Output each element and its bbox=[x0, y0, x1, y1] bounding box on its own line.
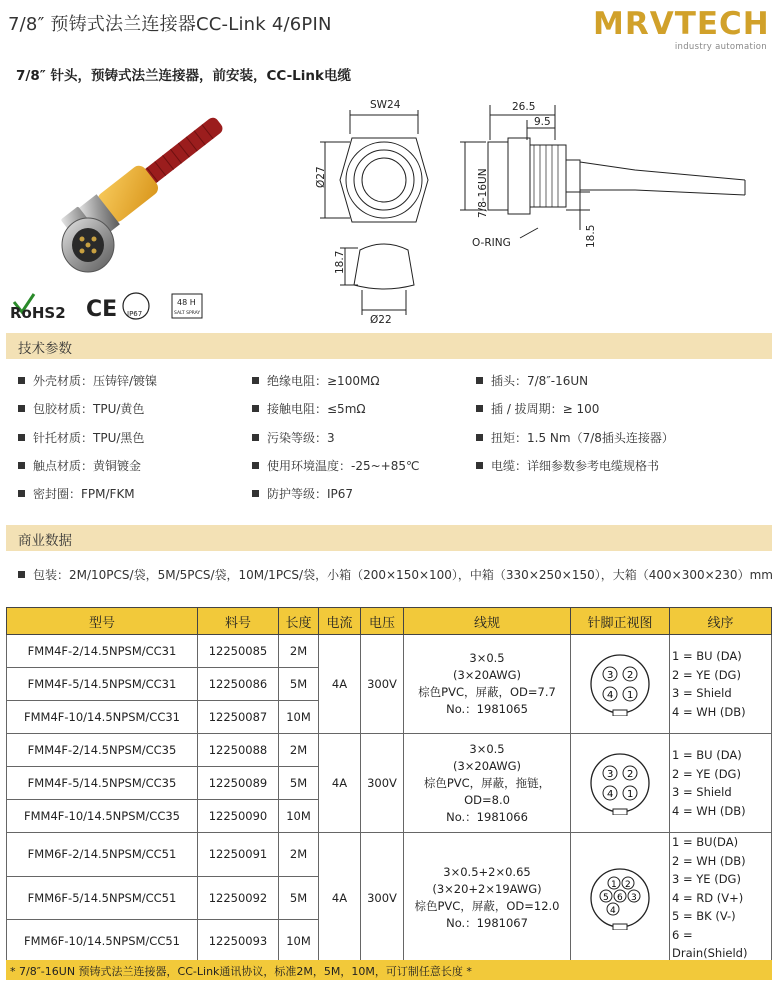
param-item: 使用环境温度：-25~+85℃ bbox=[252, 457, 419, 474]
dim-h185: 18.5 bbox=[585, 224, 597, 248]
col-header: 电压 bbox=[361, 608, 404, 635]
dim-d22: Ø22 bbox=[370, 314, 392, 325]
svg-text:3: 3 bbox=[607, 769, 614, 780]
cell-voltage: 300V bbox=[361, 734, 404, 833]
svg-text:3: 3 bbox=[631, 892, 637, 903]
technical-drawing bbox=[290, 90, 770, 325]
table-row bbox=[7, 833, 772, 877]
param-item: 触点材质：黄铜镀金 bbox=[18, 457, 141, 474]
cell-length: 10M bbox=[279, 800, 319, 833]
col-header: 电流 bbox=[319, 608, 361, 635]
table-row bbox=[7, 635, 772, 668]
svg-text:5: 5 bbox=[603, 892, 609, 903]
cell-part-no: 12250093 bbox=[198, 920, 279, 964]
cell-part-no: 12250092 bbox=[198, 876, 279, 920]
param-item: 外壳材质：压铸锌/镀镍 bbox=[18, 372, 157, 389]
svg-text:1: 1 bbox=[627, 789, 634, 800]
cell-length: 5M bbox=[279, 876, 319, 920]
page-title: 7/8″ 预铸式法兰连接器CC-Link 4/6PIN bbox=[8, 14, 332, 35]
cell-wire-gauge: 3×0.5 (3×20AWG) 棕色PVC，屏蔽，拖链， OD=8.0 No.：1981066 bbox=[404, 734, 571, 833]
cell-model: FMM4F-5/14.5NPSM/CC35 bbox=[7, 767, 198, 800]
param-item: 包胶材质：TPU/黄色 bbox=[18, 400, 144, 417]
param-item: 密封圈：FPM/FKM bbox=[18, 485, 135, 502]
param-item: 扭矩：1.5 Nm（7/8插头连接器） bbox=[476, 429, 674, 446]
cell-model: FMM4F-10/14.5NPSM/CC35 bbox=[7, 800, 198, 833]
svg-text:1: 1 bbox=[611, 879, 617, 890]
param-item: 防护等级：IP67 bbox=[252, 485, 353, 502]
brand-logo bbox=[593, 6, 773, 54]
svg-text:3: 3 bbox=[607, 670, 614, 681]
section-title: 商业数据 bbox=[18, 533, 72, 549]
cell-length: 2M bbox=[279, 635, 319, 668]
cell-model: FMM6F-5/14.5NPSM/CC51 bbox=[7, 876, 198, 920]
svg-text:4: 4 bbox=[607, 690, 614, 701]
svg-text:4: 4 bbox=[610, 905, 616, 916]
pin-view-6pin bbox=[571, 833, 670, 964]
cell-current: 4A bbox=[319, 635, 361, 734]
section-title: 技术参数 bbox=[18, 341, 72, 357]
cell-model: FMM6F-2/14.5NPSM/CC51 bbox=[7, 833, 198, 877]
param-item: 接触电阻：≤5mΩ bbox=[252, 400, 366, 417]
cell-length: 10M bbox=[279, 920, 319, 964]
certification-marks bbox=[8, 288, 238, 324]
salt-spray-icon bbox=[172, 294, 202, 318]
pin-layout-icon bbox=[588, 866, 652, 930]
param-item: 绝缘电阻：≥100MΩ bbox=[252, 372, 379, 389]
cell-part-no: 12250091 bbox=[198, 833, 279, 877]
param-item: 针托材质：TPU/黑色 bbox=[18, 429, 144, 446]
col-header: 型号 bbox=[7, 608, 198, 635]
cell-wire-order: 1 = BU (DA) 2 = YE (DG) 3 = Shield 4 = WH (DB) bbox=[670, 734, 772, 833]
cell-wire-gauge: 3×0.5+2×0.65 (3×20+2×19AWG) 棕色PVC，屏蔽，OD=12.0 No.：1981067 bbox=[404, 833, 571, 964]
cell-length: 5M bbox=[279, 668, 319, 701]
svg-text:SALT SPRAY: SALT SPRAY bbox=[174, 311, 201, 316]
param-item: 插 / 拔周期：≥ 100 bbox=[476, 400, 599, 417]
cell-length: 2M bbox=[279, 734, 319, 767]
cell-part-no: 12250088 bbox=[198, 734, 279, 767]
svg-text:48 H: 48 H bbox=[177, 298, 196, 307]
table-header-row bbox=[7, 608, 772, 635]
svg-text:4: 4 bbox=[607, 789, 614, 800]
cable-strain-relief bbox=[139, 115, 225, 188]
ip67-icon bbox=[123, 293, 149, 319]
cell-wire-order: 1 = BU (DA) 2 = YE (DG) 3 = Shield 4 = WH (DB) bbox=[670, 635, 772, 734]
dim-len265: 26.5 bbox=[512, 101, 536, 113]
pin-view-4pin bbox=[571, 635, 670, 734]
cell-wire-order: 1 = BU(DA) 2 = WH (DB) 3 = YE (DG) 4 = RD (V+) 5 = BK (V-) 6 = Drain(Shield) bbox=[670, 833, 772, 964]
svg-text:IP67: IP67 bbox=[127, 310, 143, 318]
svg-text:2: 2 bbox=[627, 769, 634, 780]
ce-icon: CE bbox=[86, 297, 118, 322]
col-header: 针脚正视图 bbox=[571, 608, 670, 635]
pin-view-4pin bbox=[571, 734, 670, 833]
cell-length: 10M bbox=[279, 701, 319, 734]
cell-model: FMM6F-10/14.5NPSM/CC51 bbox=[7, 920, 198, 964]
section-business-data bbox=[6, 525, 772, 551]
cell-model: FMM4F-10/14.5NPSM/CC31 bbox=[7, 701, 198, 734]
product-table bbox=[6, 607, 772, 964]
svg-text:2: 2 bbox=[627, 670, 634, 681]
cell-part-no: 12250090 bbox=[198, 800, 279, 833]
param-item: 插头：7/8″-16UN bbox=[476, 372, 588, 389]
col-header: 料号 bbox=[198, 608, 279, 635]
cell-part-no: 12250089 bbox=[198, 767, 279, 800]
col-header: 长度 bbox=[279, 608, 319, 635]
cell-wire-gauge: 3×0.5 (3×20AWG) 棕色PVC，屏蔽，OD=7.7 No.：1981065 bbox=[404, 635, 571, 734]
label-oring: O-RING bbox=[472, 237, 511, 249]
cell-model: FMM4F-2/14.5NPSM/CC35 bbox=[7, 734, 198, 767]
cell-current: 4A bbox=[319, 833, 361, 964]
cell-model: FMM4F-2/14.5NPSM/CC31 bbox=[7, 635, 198, 668]
col-header: 线规 bbox=[404, 608, 571, 635]
cell-current: 4A bbox=[319, 734, 361, 833]
dim-sw: SW24 bbox=[370, 99, 401, 111]
packaging-info: 包装：2M/10PCS/袋，5M/5PCS/袋，10M/1PCS/袋，小箱（200×150×100），中箱（330×250×150），大箱（400×300×230）mm bbox=[18, 566, 773, 583]
cell-part-no: 12250085 bbox=[198, 635, 279, 668]
svg-text:1: 1 bbox=[627, 690, 634, 701]
product-photo bbox=[50, 98, 250, 278]
svg-text:2: 2 bbox=[625, 879, 631, 890]
cell-part-no: 12250087 bbox=[198, 701, 279, 734]
footer-text: * 7/8″-16UN 预铸式法兰连接器，CC-Link通讯协议，标准2M，5M，10M，可订制任意长度 * bbox=[10, 965, 472, 978]
col-header: 线序 bbox=[670, 608, 772, 635]
cell-voltage: 300V bbox=[361, 635, 404, 734]
dim-h187: 18.7 bbox=[334, 250, 346, 274]
svg-text:RoHS2: RoHS2 bbox=[10, 304, 66, 322]
dim-thread: 7/8-16UN bbox=[477, 168, 489, 218]
product-subtitle: 7/8″ 针头，预铸式法兰连接器，前安装，CC-Link电缆 bbox=[16, 68, 351, 84]
pin-layout-icon bbox=[588, 652, 652, 716]
cell-part-no: 12250086 bbox=[198, 668, 279, 701]
table-row bbox=[7, 734, 772, 767]
param-item: 污染等级：3 bbox=[252, 429, 335, 446]
dim-d27: Ø27 bbox=[315, 166, 327, 188]
section-tech-params bbox=[6, 333, 772, 359]
param-item: 电缆：详细参数参考电缆规格书 bbox=[476, 457, 659, 474]
logo-wordmark: MRVTECH bbox=[593, 6, 770, 42]
svg-text:6: 6 bbox=[617, 892, 623, 903]
cell-voltage: 300V bbox=[361, 833, 404, 964]
dim-len95: 9.5 bbox=[534, 116, 551, 128]
rohs-icon bbox=[10, 294, 66, 322]
footer-note bbox=[6, 960, 772, 980]
cell-model: FMM4F-5/14.5NPSM/CC31 bbox=[7, 668, 198, 701]
cell-length: 2M bbox=[279, 833, 319, 877]
cell-length: 5M bbox=[279, 767, 319, 800]
pin-layout-icon bbox=[588, 751, 652, 815]
logo-tagline: industry automation bbox=[674, 42, 767, 52]
